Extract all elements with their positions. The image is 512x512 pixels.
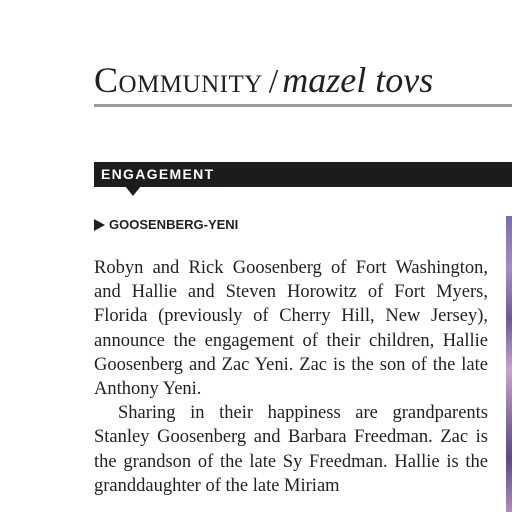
section-header	[94, 62, 433, 99]
article-paragraph: Sharing in their happiness are grandparents Stanley Goosenberg and Barbara Freedman. Zac is the grandson of the late Sy Freedman. Hallie is the granddaughter of the late Miriam	[94, 403, 488, 496]
photo-edge	[506, 216, 512, 512]
section-title: Community	[94, 60, 263, 100]
triangle-down-icon	[125, 186, 141, 196]
section-separator: /	[268, 63, 279, 100]
article-headline	[94, 217, 238, 232]
triangle-right-icon	[94, 219, 105, 231]
article-body	[94, 256, 488, 498]
article-paragraph: Robyn and Rick Goosenberg of Fort Washington, and Hallie and Steven Horowitz of Fort Myers, Florida (previously of Cherry Hill, New Jersey), announce the engagement of their children, Hallie Goosenberg and Zac Yeni. Zac is the son of the late Anthony Yeni.	[94, 258, 488, 400]
category-label: ENGAGEMENT	[101, 166, 215, 182]
category-banner	[94, 162, 512, 187]
section-subtitle: mazel tovs	[282, 60, 434, 100]
headline-text: GOOSENBERG-YENI	[109, 217, 239, 232]
header-rule	[94, 104, 512, 107]
